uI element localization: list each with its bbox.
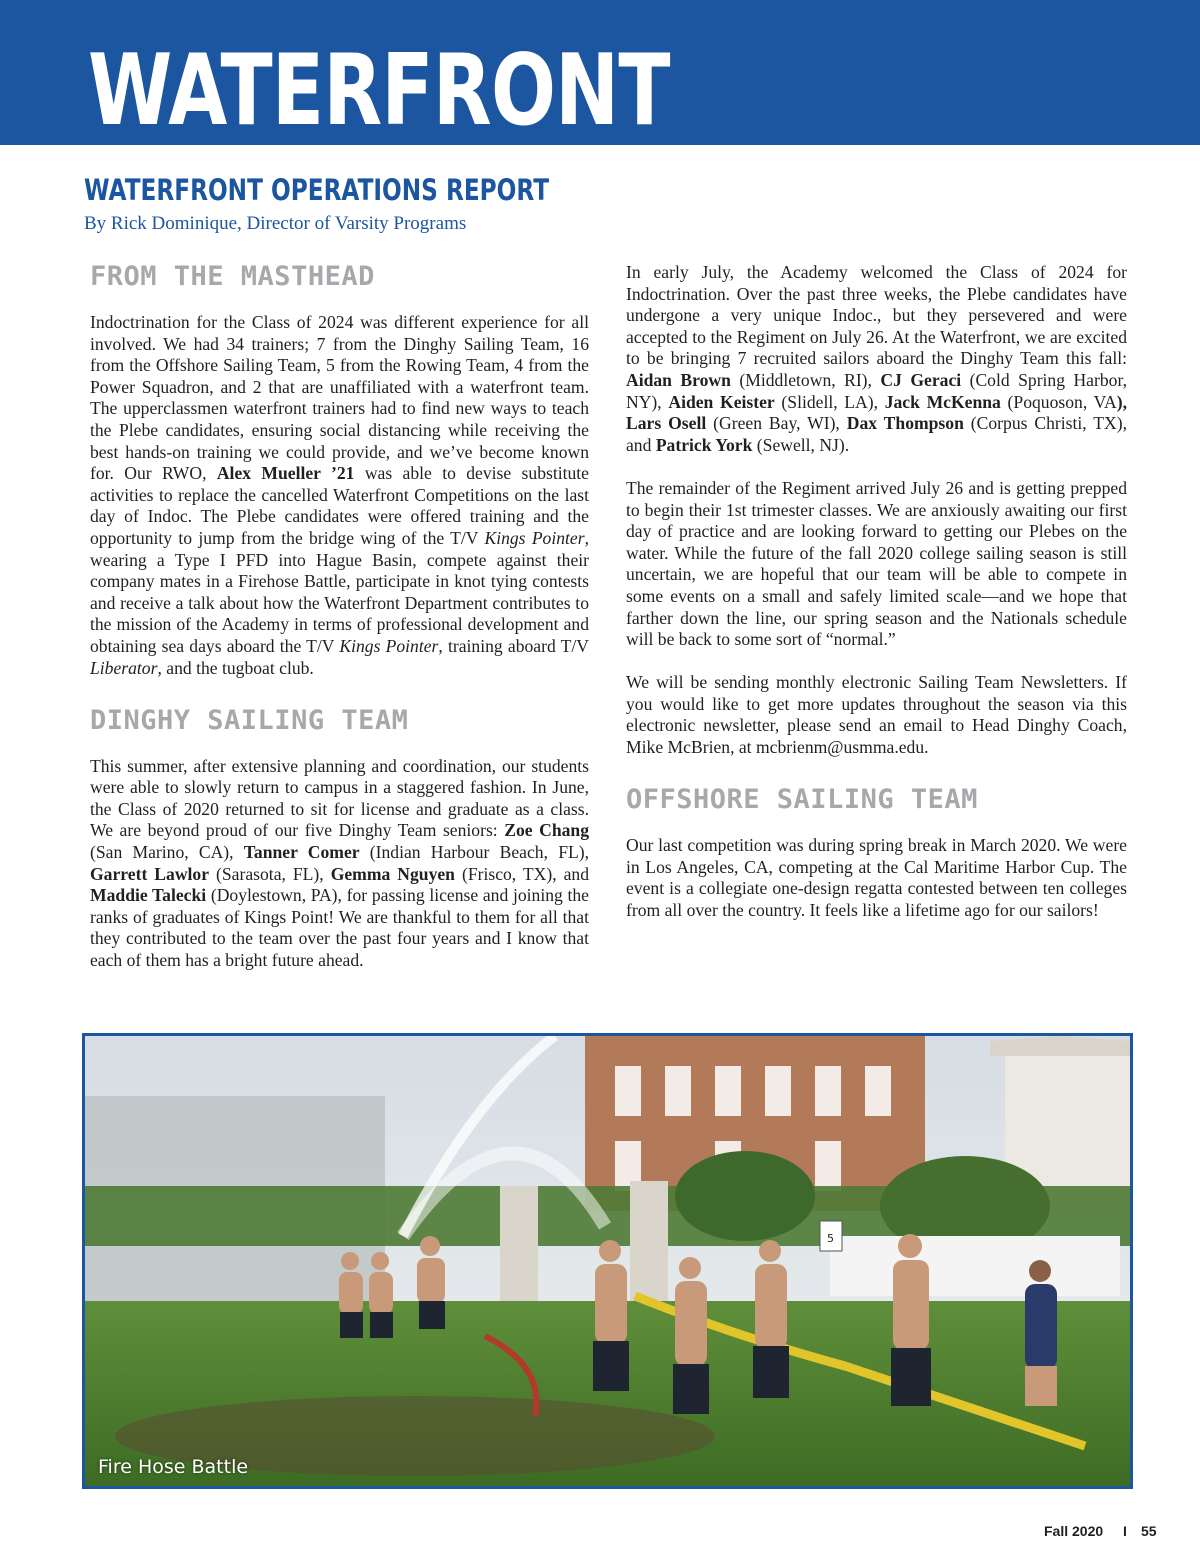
recruit-name: CJ Geraci <box>880 369 962 390</box>
section-banner <box>0 0 1200 148</box>
dinghy-paragraph-regiment: The remainder of the Regiment arrived July 26 and is getting prepped to begin their 1st trimester classes. We are anxiously awaiting our first day of practice and are looking forward to getting our Plebes on the water. While the future of the fall 2020 college sailing season is still uncertain, we are hopeful that our team will be able to compete in some events on a small and safely limited scale—and we hope that farther down the line, our spring season and the Nationals schedule will be back to some sort of “normal.” <box>626 477 1127 650</box>
offshore-paragraph: Our last competition was during spring break in March 2020. We were in Los Angeles, CA, competing at the Cal Maritime Harbor Cup. The event is a collegiate one-design regatta contested between ten colleges from all over the country. It feels like a lifetime ago for our sailors! <box>626 835 1127 921</box>
dinghy-paragraph-seniors <box>90 756 589 972</box>
text-run: (Green Bay, WI), <box>706 413 847 434</box>
ship-name: Kings Pointer <box>339 635 439 656</box>
text-run: This summer, after extensive planning and coordination, our students were able to slowly return to campus in a staggered fashion. In June, the Class of 2020 returned to sit for license and graduate as a class. We are beyond proud of our five Dinghy Team seniors: <box>90 755 589 841</box>
page-number: 55 <box>1141 1523 1157 1539</box>
senior-name: Garrett Lawlor <box>90 863 210 884</box>
rwo-name: Alex Mueller ’21 <box>216 463 355 484</box>
text-run: (Sarasota, FL), <box>209 863 331 884</box>
dinghy-paragraph-recruits <box>626 262 1127 456</box>
right-column <box>626 262 1127 943</box>
text-run: (Indian Harbour Beach, FL), <box>359 842 589 863</box>
footer-separator: I <box>1123 1523 1127 1539</box>
tree <box>675 1151 815 1241</box>
recruit-name: Jack McKenna <box>884 391 1001 412</box>
photo-illustration <box>85 1036 1130 1486</box>
left-column <box>90 257 589 993</box>
sign-number: 5 <box>827 1232 834 1245</box>
recruit-name: Patrick York <box>655 434 753 455</box>
senior-name: Tanner Comer <box>243 842 360 863</box>
issue-label: Fall 2020 <box>1044 1523 1104 1539</box>
ship-name: Liberator <box>90 657 158 678</box>
text-run: (Slidell, LA), <box>774 391 885 412</box>
text-run: (San Marino, CA), <box>90 842 244 863</box>
recruit-name: ), Lars Osell <box>626 391 1127 434</box>
text-run: (Middletown, RI), <box>730 369 881 390</box>
masthead-paragraph <box>90 312 589 679</box>
text-run: (Cold Spring Harbor, NY), <box>626 369 1127 412</box>
text-run: (Sewell, NJ). <box>752 434 850 455</box>
text-run: , wearing a Type I PFD into Hague Basin, compete against their company mates in a Firehose Battle, participate in knot tying contests and receive a talk about how the Waterfront Department contributes to the mission of the Academy in terms of professional development and obtaining sea days aboard the T/V <box>90 527 589 656</box>
senior-name: Maddie Talecki <box>90 885 207 906</box>
text-run: (Poquoson, VA <box>1000 391 1117 412</box>
dinghy-paragraph-newsletter: We will be sending monthly electronic Sailing Team Newsletters. If you would like to get more updates throughout the season via this electronic newsletter, please send an email to Head Dinghy Coach, Mike McBrien, at mcbrienm@usmma.edu. <box>626 672 1127 758</box>
report-title: WATERFRONT OPERATIONS REPORT <box>84 173 550 207</box>
ship-name: Kings Pointer <box>484 527 585 548</box>
byline: By Rick Dominique, Director of Varsity Programs <box>84 213 467 234</box>
text-run: In early July, the Academy welcomed the Class of 2024 for Indoctrination. Over the past three weeks, the Plebe candidates have undergone a very unique Indoc., but they persevered and were accepted to the Regiment on July 26. At the Waterfront, we are excited to be bringing 7 recruited sailors aboard the Dinghy Team this fall: <box>626 262 1127 369</box>
dinghy-heading: DINGHY SAILING TEAM <box>90 704 409 736</box>
section-title: WATERFRONT <box>88 34 670 148</box>
offshore-heading: OFFSHORE SAILING TEAM <box>626 784 978 816</box>
fire-hose-battle-photo <box>82 1033 1133 1489</box>
text-run: (Corpus Christi, TX), and <box>626 413 1128 455</box>
photo-caption: Fire Hose Battle <box>98 1456 249 1478</box>
text-run: was able to devise substitute activities to replace the cancelled Waterfront Competitions on the last day of Indoc. The Plebe candidates were offered training and the opportunity to jump from the bridge wing of the T/V <box>90 463 589 548</box>
masthead-heading: FROM THE MASTHEAD <box>90 261 375 292</box>
text-run: , training aboard T/V <box>438 635 589 656</box>
senior-name: Zoe Chang <box>504 820 589 841</box>
text-run: (Doylestown, PA), for passing license and joining the ranks of graduates of Kings Point! We are thankful to them for all that they contributed to the team over the past four years and I know that each of them has a bright future ahead. <box>90 885 589 971</box>
text-run: (Frisco, TX), and <box>454 863 589 884</box>
white-fence <box>830 1236 1120 1296</box>
text-run: Indoctrination for the Class of 2024 was different experience for all involved. We had 34 trainers; 7 from the Dinghy Sailing Team, 16 from the Offshore Sailing Team, 5 from the Rowing Team, 4 from the Power Squadron, and 2 that are unaffiliated with a waterfront team. The upperclassmen waterfront trainers had to find new ways to teach the Plebe candidates, ensuring social distancing while receiving the best hands-on training we could provide, and we’ve become known for. Our RWO, <box>90 312 589 484</box>
text-run: , and the tugboat club. <box>157 657 314 678</box>
recruit-name: Aidan Brown <box>626 369 731 390</box>
recruit-name: Dax Thompson <box>846 413 964 434</box>
recruit-name: Aiden Keister <box>668 391 775 412</box>
senior-name: Gemma Nguyen <box>330 863 455 884</box>
